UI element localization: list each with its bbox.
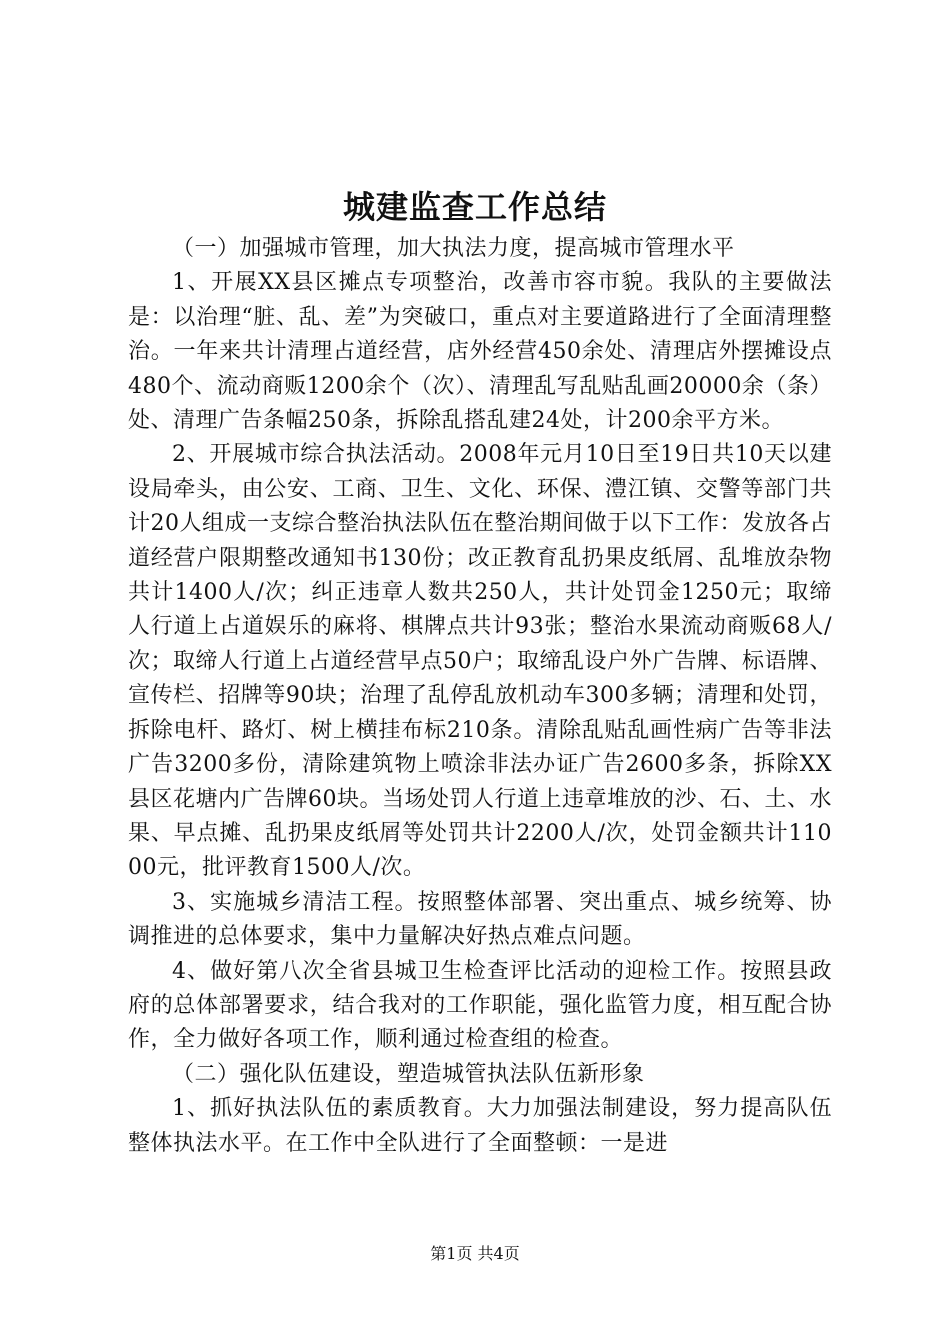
paragraph-5: 1、抓好执法队伍的素质教育。大力加强法制建设，努力提高队伍整体执法水平。在工作中全队进行了全面整顿：一是进: [128, 1096, 832, 1156]
document-body: [128, 232, 832, 1161]
paragraph-3: 3、实施城乡清洁工程。按照整体部署、突出重点、城乡统筹、协调推进的总体要求，集中力量解决好热点难点问题。: [128, 889, 832, 950]
section-heading-1: （一）加强城市管理，加大执法力度，提高城市管理水平: [172, 236, 735, 261]
section-heading-2: （二）强化队伍建设，塑造城管执法队伍新形象: [172, 1061, 645, 1087]
paragraph-4: 4、做好第八次全省县城卫生检查评比活动的迎检工作。按照县政府的总体部署要求，结合我对的工作职能，强化监管力度，相互配合协作，全力做好各项工作，顺利通过检查组的检查。: [128, 958, 832, 1053]
paragraph-2: 2、开展城市综合执法活动。2008年元月10日至19日共10天以建设局牵头，由公安、工商、卫生、文化、环保、澧江镇、交警等部门共计20人组成一支综合整治执法队伍在整治期间做于以下工作：发放各占道经营户限期整改通知书130份；改正教育乱扔果皮纸屑、乱堆放杂物共计1400人/次；纠正违章人数共250人，共计处罚金1250元；取缔人行道上占道娱乐的麻将、棋牌点共计93张；整治水果流动商贩68人/次；取缔人行道上占道经营早点50户；取缔乱设户外广告牌、标语牌、宣传栏、招牌等90块；治理了乱停乱放机动车300多辆；清理和处罚，拆除电杆、路灯、树上横挂布标210条。清除乱贴乱画性病广告等非法广告3200多份，清除建筑物上喷涂非法办证广告2600多条，拆除XX县区花塘内广告牌60块。当场处罚人行道上违章堆放的沙、石、土、水果、早点摊、乱扔果皮纸屑等处罚共计2200人/次，处罚金额共计11000元，批评教育1500人/次。: [128, 442, 832, 881]
document-title: 城建监查工作总结: [342, 188, 607, 226]
paragraph-1: 1、开展XX县区摊点专项整治，改善市容市貌。我队的主要做法是：以治理“脏、乱、差”为突破口，重点对主要道路进行了全面清理整治。一年来共计清理占道经营，店外经营450余处、清理店外摆摊设点480个、流动商贩1200余个（次）、清理乱写乱贴乱画20000余（条）处、清理广告条幅250条，拆除乱搭乱建24处，计200余平方米。: [128, 270, 832, 434]
page-footer: 第1页 共4页: [430, 1244, 520, 1263]
